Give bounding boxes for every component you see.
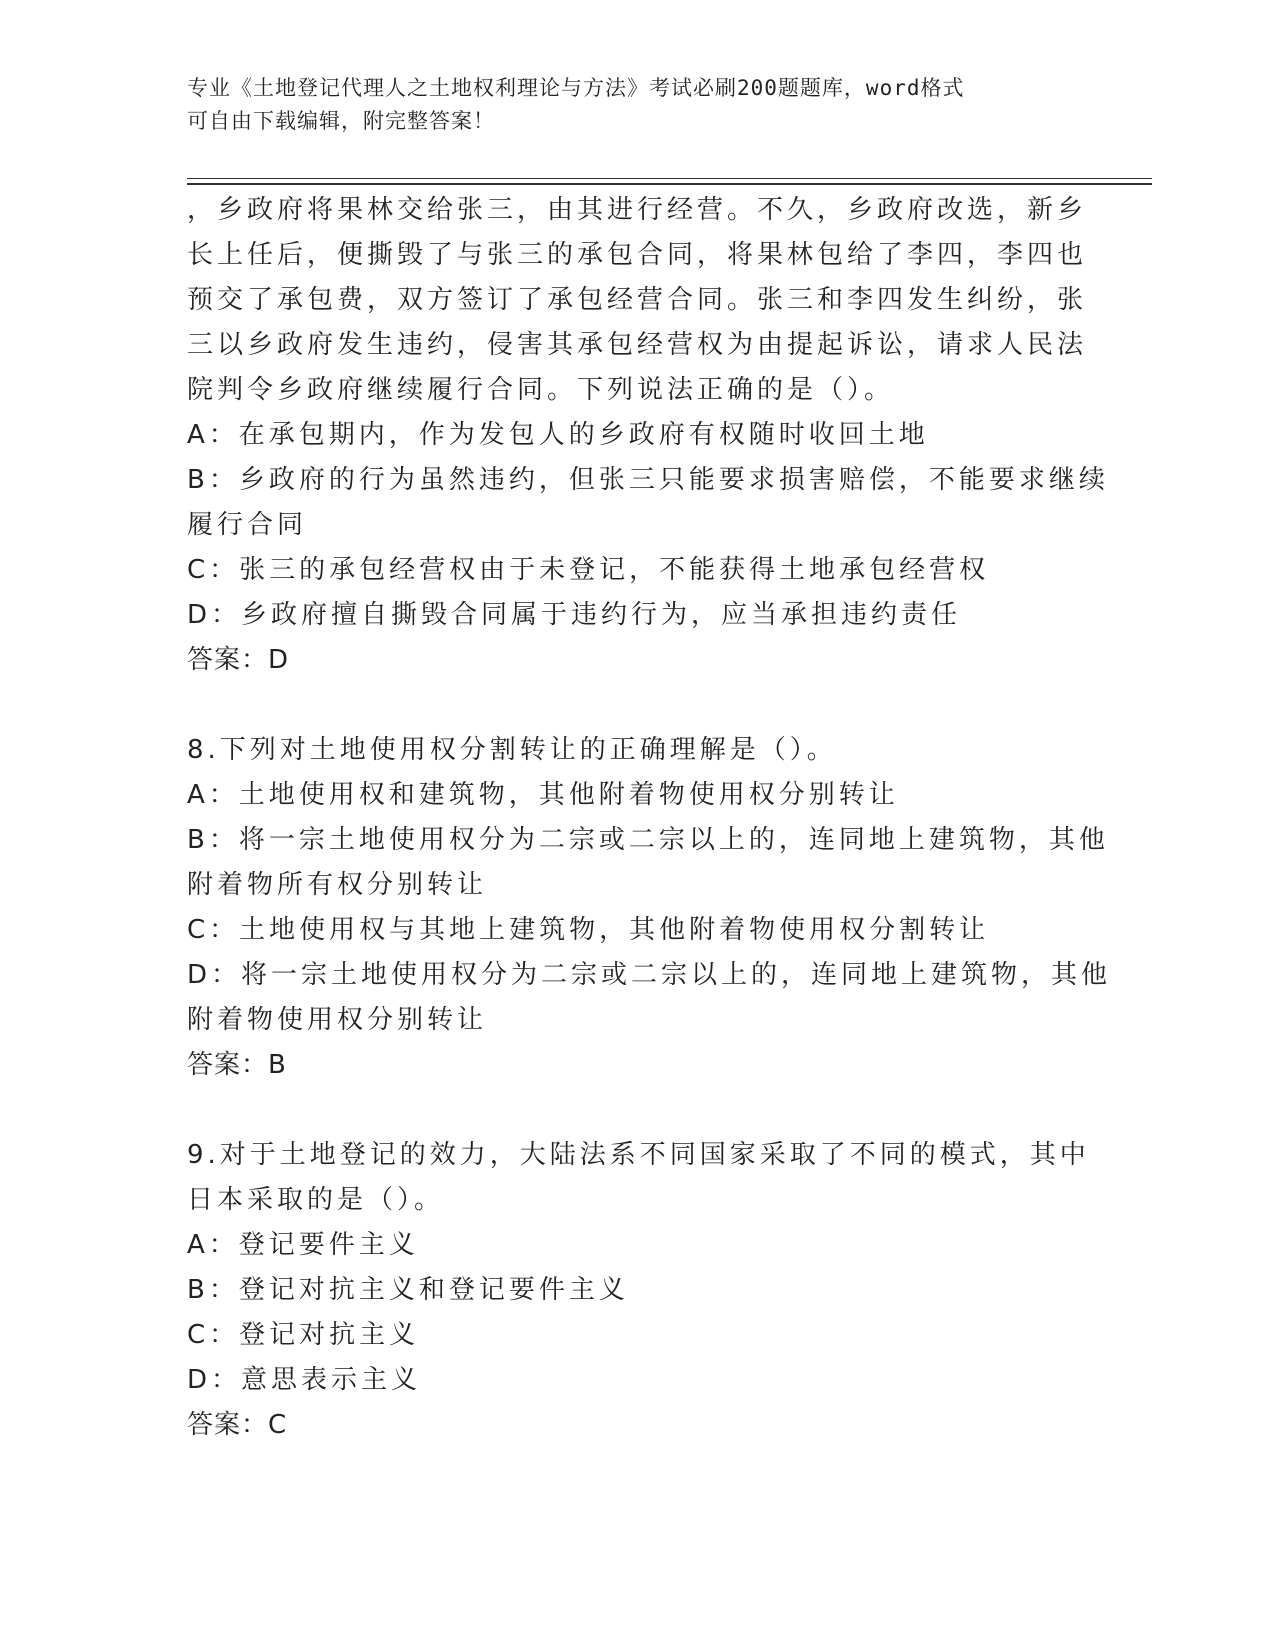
- option-a: A：土地使用权和建筑物，其他附着物使用权分别转让: [187, 780, 899, 810]
- option-a: A：登记要件主义: [187, 1230, 419, 1260]
- document-body: [187, 188, 1112, 1448]
- question-stem-line: 预交了承包费，双方签订了承包经营合同。张三和李四发生纠纷，张: [187, 285, 1088, 315]
- question-8: [187, 728, 1112, 1088]
- option-b: B：乡政府的行为虽然违约，但张三只能要求损害赔偿，不能要求继续: [187, 465, 1109, 495]
- option-c: C：登记对抗主义: [187, 1320, 420, 1350]
- option-b-continued: 履行合同: [187, 510, 308, 540]
- answer: 答案：B: [187, 1050, 287, 1080]
- option-b: B：将一宗土地使用权分为二宗或二宗以上的，连同地上建筑物，其他: [187, 825, 1109, 855]
- document-header: [187, 72, 1087, 138]
- header-title-line-1: 专业《土地登记代理人之土地权利理论与方法》考试必刷200题题库，word格式: [187, 76, 965, 100]
- option-c: C：张三的承包经营权由于未登记，不能获得土地承包经营权: [187, 555, 990, 585]
- option-b-continued: 附着物所有权分别转让: [187, 870, 488, 900]
- question-stem-line: 三以乡政府发生违约，侵害其承包经营权为由提起诉讼，请求人民法: [187, 330, 1088, 360]
- option-a: A：在承包期内，作为发包人的乡政府有权随时收回土地: [187, 420, 929, 450]
- header-divider-thin: [187, 178, 1152, 179]
- question-7: [187, 188, 1107, 683]
- spacer: [187, 683, 1107, 728]
- answer: 答案：C: [187, 1410, 288, 1440]
- option-d: D：将一宗土地使用权分为二宗或二宗以上的，连同地上建筑物，其他: [187, 960, 1112, 990]
- option-d: D：意思表示主义: [187, 1365, 422, 1395]
- answer: 答案：D: [187, 645, 290, 675]
- header-divider-thick: [187, 183, 1152, 185]
- question-stem-line: 院判令乡政府继续履行合同。下列说法正确的是（）。: [187, 375, 895, 405]
- option-d-continued: 附着物使用权分别转让: [187, 1005, 488, 1035]
- option-c: C：土地使用权与其地上建筑物，其他附着物使用权分割转让: [187, 915, 990, 945]
- header-title-line-2: 可自由下载编辑，附完整答案！: [187, 109, 495, 133]
- question-9: [187, 1133, 1107, 1448]
- question-stem-continued: 日本采取的是（）。: [187, 1185, 445, 1215]
- question-stem-line: 长上任后，便撕毁了与张三的承包合同，将果林包给了李四，李四也: [187, 240, 1088, 270]
- option-d: D：乡政府擅自撕毁合同属于违约行为，应当承担违约责任: [187, 600, 962, 630]
- question-stem: 8.下列对土地使用权分割转让的正确理解是（）。: [187, 735, 837, 765]
- question-stem-line: ，乡政府将果林交给张三，由其进行经营。不久，乡政府改选，新乡: [187, 195, 1088, 225]
- option-b: B：登记对抗主义和登记要件主义: [187, 1275, 629, 1305]
- question-stem: 9.对于土地登记的效力，大陆法系不同国家采取了不同的模式，其中: [187, 1140, 1090, 1170]
- spacer: [187, 1088, 1107, 1133]
